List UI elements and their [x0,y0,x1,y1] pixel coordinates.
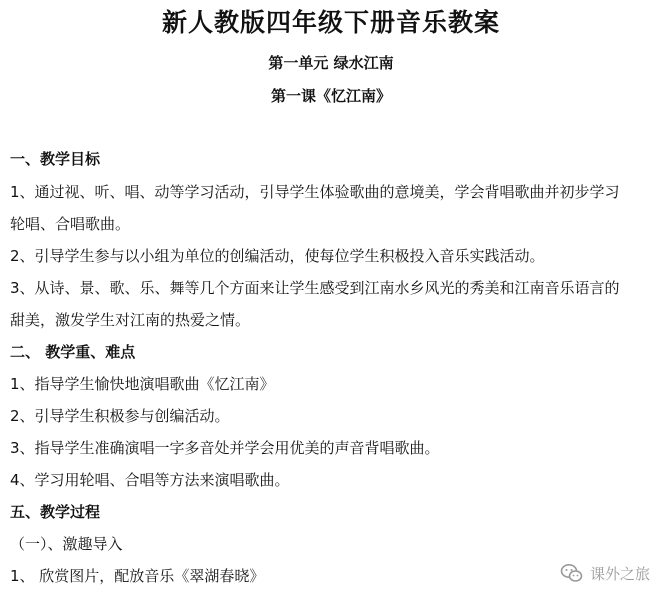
process-step-1: 1、 欣赏图片，配放音乐《翠湖春晓》 [10,567,265,585]
watermark-text: 课外之旅 [589,564,650,583]
objective-3-line-2: 甜美，激发学生对江南的热爱之情。 [10,311,251,329]
section-heading-process: 五、教学过程 [10,503,101,521]
section-heading-key-points: 二、 教学重、难点 [10,343,136,361]
wechat-icon [560,561,584,585]
section-heading-objectives: 一、教学目标 [10,150,101,168]
objective-1-line-2: 轮唱、合唱歌曲。 [10,215,131,233]
document-title: 新人教版四年级下册音乐教案 [161,8,500,37]
key-point-3: 3、指导学生准确演唱一字多音处并学会用优美的声音背唱歌曲。 [10,439,440,457]
objective-3-line-1: 3、从诗、景、歌、乐、舞等几个方面来让学生感受到江南水乡风光的秀美和江南音乐语言的 [10,279,620,297]
key-point-2: 2、引导学生积极参与创编活动。 [10,407,230,425]
objective-1-line-1: 1、通过视、听、唱、动等学习活动，引导学生体验歌曲的意境美，学会背唱歌曲并初步学习 [10,183,620,201]
lesson-title: 第一课《忆江南》 [270,87,391,105]
unit-title: 第一单元 绿水江南 [268,54,394,72]
key-point-4: 4、学习用轮唱、合唱等方法来演唱歌曲。 [10,471,290,489]
watermark [560,561,650,585]
objective-2: 2、引导学生参与以小组为单位的创编活动，使每位学生积极投入音乐实践活动。 [10,247,545,265]
key-point-1: 1、指导学生愉快地演唱歌曲《忆江南》 [10,375,275,393]
process-step-intro: （一）、激趣导入 [10,535,123,553]
